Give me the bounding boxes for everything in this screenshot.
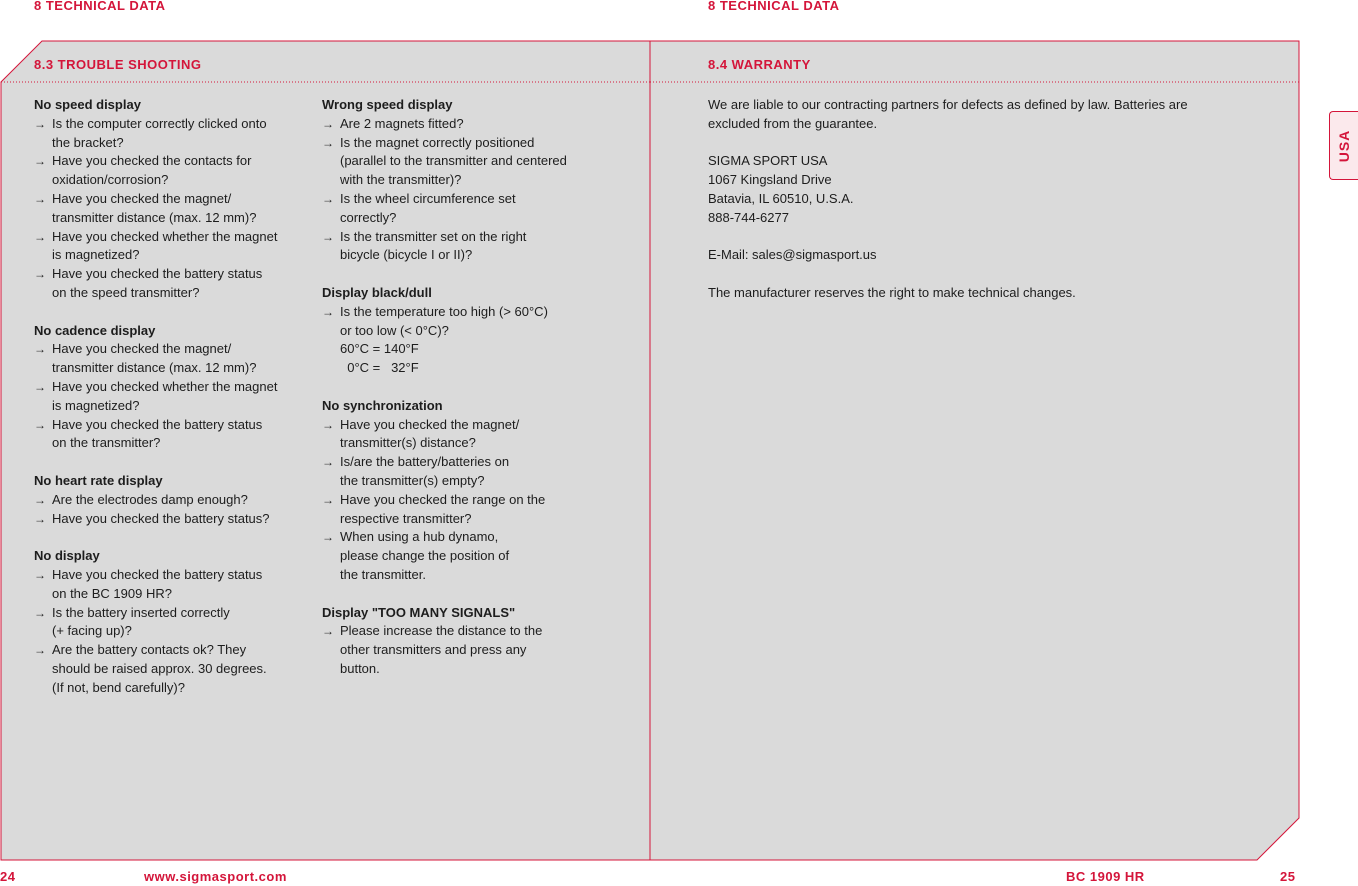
trouble-heading: No display [34, 548, 100, 564]
trouble-item-line: respective transmitter? [340, 510, 472, 526]
trouble-item [322, 303, 642, 341]
warranty-line: The manufacturer reserves the right to make technical changes. [708, 284, 1076, 300]
trouble-item-line: Is the transmitter set on the right [340, 228, 527, 244]
trouble-item-line: Is/are the battery/batteries on [340, 454, 510, 470]
trouble-item-line: When using a hub dynamo, [340, 529, 499, 545]
arrow-right-icon: → [322, 455, 334, 470]
arrow-right-icon: → [34, 191, 46, 206]
website-url: www.sigmasport.com [144, 869, 287, 884]
trouble-item-line: Are 2 magnets fitted? [340, 115, 464, 131]
trouble-item-line: Please increase the distance to the [340, 623, 543, 639]
trouble-item-line: the transmitter(s) empty? [340, 472, 485, 488]
trouble-item [322, 528, 642, 584]
running-header-left: 8 TECHNICAL DATA [34, 0, 166, 13]
trouble-item [34, 190, 304, 228]
trouble-item-line: Have you checked the battery status [52, 416, 263, 432]
trouble-item-line: transmitter(s) distance? [340, 435, 476, 451]
trouble-item [34, 416, 304, 454]
trouble-item-line: Have you checked the battery status [52, 266, 263, 282]
warranty-line: Batavia, IL 60510, U.S.A. [708, 190, 854, 206]
page-number-left: 24 [0, 869, 16, 884]
trouble-item-line: on the transmitter? [52, 435, 161, 451]
trouble-item [322, 491, 642, 529]
warranty-line: We are liable to our contracting partners for defects as defined by law. Batteries are [708, 97, 1188, 112]
troubleshooting-column-2 [322, 96, 642, 698]
trouble-item [34, 265, 304, 303]
trouble-item-line: (If not, bend carefully)? [52, 679, 185, 695]
trouble-item [322, 622, 642, 678]
trouble-heading: No speed display [34, 97, 141, 112]
trouble-block [322, 96, 642, 265]
trouble-item-line: Have you checked the magnet/ [52, 190, 232, 206]
trouble-item-line: Is the wheel circumference set [340, 190, 516, 206]
trouble-block [34, 322, 304, 454]
trouble-item-line: on the speed transmitter? [52, 284, 200, 300]
warranty-paragraph [708, 152, 1268, 227]
warranty-paragraph [708, 96, 1268, 134]
arrow-right-icon: → [34, 643, 46, 658]
section-title-trouble-shooting: 8.3 TROUBLE SHOOTING [34, 57, 202, 72]
arrow-right-icon: → [322, 304, 334, 319]
arrow-right-icon: → [34, 379, 46, 394]
arrow-right-icon: → [322, 229, 334, 244]
trouble-item [322, 228, 642, 266]
trouble-item [322, 416, 642, 454]
trouble-item [34, 115, 304, 153]
trouble-item-line: correctly? [340, 209, 397, 225]
trouble-item-line: bicycle (bicycle I or II)? [340, 247, 473, 263]
trouble-heading: Display "TOO MANY SIGNALS" [322, 604, 516, 620]
language-tab-usa[interactable] [1329, 111, 1358, 180]
trouble-block [34, 96, 304, 303]
trouble-item-line: Have you checked the magnet/ [340, 416, 520, 432]
trouble-block [322, 604, 642, 679]
warranty-paragraph [708, 284, 1268, 303]
trouble-item-line: Have you checked whether the magnet [52, 378, 278, 394]
trouble-item [322, 115, 642, 134]
trouble-item [34, 641, 304, 697]
trouble-item-line: Have you checked the battery status? [52, 510, 270, 526]
trouble-block [322, 284, 642, 378]
arrow-right-icon: → [34, 511, 46, 526]
trouble-heading: Wrong speed display [322, 97, 453, 112]
trouble-item-line: Is the magnet correctly positioned [340, 134, 535, 150]
arrow-right-icon: → [322, 530, 334, 545]
trouble-item-line: is magnetized? [52, 397, 140, 413]
trouble-item-line: Have you checked the contacts for [52, 153, 252, 169]
trouble-heading: No cadence display [34, 322, 156, 338]
trouble-item [34, 152, 304, 190]
arrow-right-icon: → [34, 342, 46, 357]
trouble-item [34, 228, 304, 266]
section-title-warranty: 8.4 WARRANTY [708, 57, 811, 72]
trouble-item-line: or too low (< 0°C)? [340, 322, 449, 338]
page-number-right: 25 [1280, 869, 1296, 884]
trouble-item [34, 510, 304, 529]
trouble-item-line: Are the electrodes damp enough? [52, 491, 248, 507]
trouble-heading: No heart rate display [34, 472, 163, 488]
arrow-right-icon: → [34, 492, 46, 507]
trouble-item [322, 134, 642, 190]
warranty-line: 1067 Kingsland Drive [708, 172, 832, 188]
arrow-right-icon: → [322, 417, 334, 432]
model-name: BC 1909 HR [1066, 869, 1145, 884]
trouble-item-line: (+ facing up)? [52, 623, 132, 639]
trouble-item-line: with the transmitter)? [340, 172, 462, 188]
trouble-item-line: (parallel to the transmitter and centered [340, 153, 567, 169]
trouble-item-line: Is the battery inserted correctly [52, 604, 230, 620]
trouble-item-line: Have you checked whether the magnet [52, 228, 278, 244]
trouble-item-line: should be raised approx. 30 degrees. [52, 660, 267, 676]
temperature-conversion: 60°C = 140°F [340, 341, 419, 357]
trouble-item [322, 190, 642, 228]
language-tab-label: USA [1336, 129, 1352, 162]
trouble-item [34, 491, 304, 510]
trouble-item-line: the bracket? [52, 134, 124, 150]
arrow-right-icon: → [34, 267, 46, 282]
trouble-item-line: Have you checked the range on the [340, 491, 546, 507]
warranty-line: 888-744-6277 [708, 209, 789, 225]
trouble-item-line: oxidation/corrosion? [52, 172, 169, 188]
arrow-right-icon: → [34, 567, 46, 582]
arrow-right-icon: → [34, 229, 46, 244]
trouble-item-line: button. [340, 660, 380, 676]
trouble-item-line: is magnetized? [52, 247, 140, 263]
trouble-item-line: transmitter distance (max. 12 mm)? [52, 209, 257, 225]
trouble-item-line: Have you checked the magnet/ [52, 341, 232, 357]
trouble-item-line: Is the temperature too high (> 60°C) [340, 303, 548, 319]
arrow-right-icon: → [322, 191, 334, 206]
trouble-item-line: Is the computer correctly clicked onto [52, 115, 267, 131]
trouble-block [34, 472, 304, 528]
trouble-heading: Display black/dull [322, 284, 432, 300]
arrow-right-icon: → [34, 154, 46, 169]
arrow-right-icon: → [34, 417, 46, 432]
trouble-item [34, 340, 304, 378]
troubleshooting-column-1 [34, 96, 304, 716]
arrow-right-icon: → [34, 605, 46, 620]
warranty-line: excluded from the guarantee. [708, 115, 878, 131]
warranty-line: E-Mail: sales@sigmasport.us [708, 247, 877, 263]
trouble-item [34, 378, 304, 416]
arrow-right-icon: → [34, 116, 46, 131]
warranty-paragraph [708, 246, 1268, 265]
arrow-right-icon: → [322, 492, 334, 507]
trouble-item-line: on the BC 1909 HR? [52, 585, 172, 601]
warranty-text [708, 96, 1268, 322]
trouble-block [34, 547, 304, 697]
trouble-item [322, 453, 642, 491]
trouble-heading: No synchronization [322, 397, 443, 413]
warranty-line: SIGMA SPORT USA [708, 153, 828, 169]
temperature-conversion: 0°C = 32°F [340, 360, 419, 376]
arrow-right-icon: → [322, 135, 334, 150]
arrow-right-icon: → [322, 116, 334, 131]
trouble-item [34, 604, 304, 642]
trouble-block [322, 397, 642, 585]
running-header-right: 8 TECHNICAL DATA [708, 0, 840, 13]
arrow-right-icon: → [322, 624, 334, 639]
trouble-item-line: Are the battery contacts ok? They [52, 642, 247, 658]
trouble-item-line: other transmitters and press any [340, 642, 527, 658]
trouble-item-line: the transmitter. [340, 566, 426, 582]
trouble-item-line: please change the position of [340, 548, 510, 564]
trouble-item [34, 566, 304, 604]
trouble-item-line: Have you checked the battery status [52, 566, 263, 582]
trouble-item-line: transmitter distance (max. 12 mm)? [52, 360, 257, 376]
